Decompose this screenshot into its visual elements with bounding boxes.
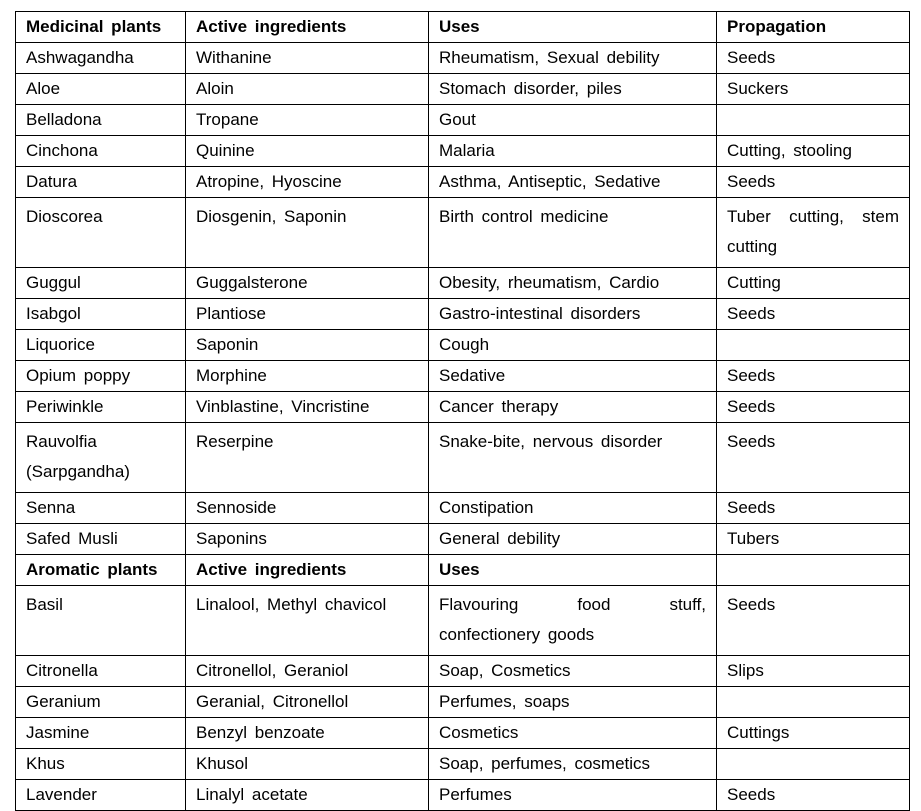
plant-cell: Periwinkle: [16, 392, 186, 423]
ingredient-cell: Sennoside: [186, 493, 429, 524]
plant-cell: Rauvolfia (Sarpgandha): [16, 423, 186, 493]
ingredient-cell: Guggalsterone: [186, 268, 429, 299]
uses-cell: Rheumatism, Sexual debility: [429, 43, 717, 74]
ingredient-cell: Linalool, Methyl chavicol: [186, 586, 429, 656]
ingredient-cell: Atropine, Hyoscine: [186, 167, 429, 198]
ingredient-cell: Khusol: [186, 749, 429, 780]
header-medicinal-plants: Medicinal plants: [16, 12, 186, 43]
table-row: [16, 167, 910, 198]
table-row: [16, 392, 910, 423]
ingredient-cell: Morphine: [186, 361, 429, 392]
ingredient-cell: Geranial, Citronellol: [186, 687, 429, 718]
plant-cell: Senna: [16, 493, 186, 524]
plant-cell: Guggul: [16, 268, 186, 299]
uses-cell: Obesity, rheumatism, Cardio: [429, 268, 717, 299]
table-row: [16, 74, 910, 105]
uses-cell: Gastro-intestinal disorders: [429, 299, 717, 330]
propagation-cell: Slips: [717, 656, 910, 687]
ingredient-cell: Benzyl benzoate: [186, 718, 429, 749]
ingredient-cell: Saponins: [186, 524, 429, 555]
header-aromatic-plants: Aromatic plants: [16, 555, 186, 586]
uses-cell: Soap, Cosmetics: [429, 656, 717, 687]
header-propagation: Propagation: [717, 12, 910, 43]
plant-cell: Isabgol: [16, 299, 186, 330]
plant-cell: Citronella: [16, 656, 186, 687]
plant-cell: Khus: [16, 749, 186, 780]
table-row: [16, 423, 910, 493]
table-row: [16, 586, 910, 656]
table-row: [16, 330, 910, 361]
ingredient-cell: Linalyl acetate: [186, 780, 429, 811]
propagation-cell: Cutting: [717, 268, 910, 299]
ingredient-cell: Diosgenin, Saponin: [186, 198, 429, 268]
plant-cell: Liquorice: [16, 330, 186, 361]
medicinal-header-row: [16, 12, 910, 43]
plants-table: [15, 11, 910, 811]
table-row: [16, 361, 910, 392]
plant-cell: Ashwagandha: [16, 43, 186, 74]
plant-cell: Opium poppy: [16, 361, 186, 392]
table-row: [16, 299, 910, 330]
plant-cell: Safed Musli: [16, 524, 186, 555]
propagation-cell: Cuttings: [717, 718, 910, 749]
uses-cell: Malaria: [429, 136, 717, 167]
uses-cell: Constipation: [429, 493, 717, 524]
uses-cell: Perfumes, soaps: [429, 687, 717, 718]
plant-cell: Geranium: [16, 687, 186, 718]
propagation-cell: [717, 749, 910, 780]
plant-cell: Belladona: [16, 105, 186, 136]
plant-cell: Basil: [16, 586, 186, 656]
propagation-cell: Seeds: [717, 43, 910, 74]
plant-cell: Datura: [16, 167, 186, 198]
plant-cell: Cinchona: [16, 136, 186, 167]
uses-cell: Birth control medicine: [429, 198, 717, 268]
uses-cell: Cosmetics: [429, 718, 717, 749]
table-row: [16, 718, 910, 749]
header-uses: Uses: [429, 12, 717, 43]
uses-cell: Snake-bite, nervous disorder: [429, 423, 717, 493]
ingredient-cell: Reserpine: [186, 423, 429, 493]
header-uses: Uses: [429, 555, 717, 586]
uses-cell: Soap, perfumes, cosmetics: [429, 749, 717, 780]
propagation-cell: Seeds: [717, 493, 910, 524]
propagation-cell: Tuber cutting, stem cutting: [717, 198, 910, 268]
ingredient-cell: Saponin: [186, 330, 429, 361]
uses-cell: Cancer therapy: [429, 392, 717, 423]
uses-cell: Gout: [429, 105, 717, 136]
table-row: [16, 493, 910, 524]
table-row: [16, 136, 910, 167]
uses-cell: Perfumes: [429, 780, 717, 811]
propagation-cell: Seeds: [717, 361, 910, 392]
propagation-cell: Seeds: [717, 423, 910, 493]
propagation-cell: Suckers: [717, 74, 910, 105]
ingredient-cell: Citronellol, Geraniol: [186, 656, 429, 687]
table-row: [16, 656, 910, 687]
propagation-cell: Seeds: [717, 392, 910, 423]
ingredient-cell: Plantiose: [186, 299, 429, 330]
uses-cell: Flavouring food stuff, confectionery goods: [429, 586, 717, 656]
table-row: [16, 749, 910, 780]
propagation-cell: Tubers: [717, 524, 910, 555]
table-row: [16, 198, 910, 268]
header-empty: [717, 555, 910, 586]
uses-cell: Asthma, Antiseptic, Sedative: [429, 167, 717, 198]
ingredient-cell: Quinine: [186, 136, 429, 167]
table-row: [16, 43, 910, 74]
table-row: [16, 524, 910, 555]
plant-cell: Dioscorea: [16, 198, 186, 268]
table-row: [16, 687, 910, 718]
ingredient-cell: Aloin: [186, 74, 429, 105]
aromatic-header-row: [16, 555, 910, 586]
propagation-cell: [717, 687, 910, 718]
table-row: [16, 268, 910, 299]
propagation-cell: [717, 105, 910, 136]
plant-cell: Aloe: [16, 74, 186, 105]
header-active-ingredients: Active ingredients: [186, 555, 429, 586]
header-active-ingredients: Active ingredients: [186, 12, 429, 43]
plant-cell: Jasmine: [16, 718, 186, 749]
ingredient-cell: Tropane: [186, 105, 429, 136]
propagation-cell: Seeds: [717, 299, 910, 330]
ingredient-cell: Vinblastine, Vincristine: [186, 392, 429, 423]
uses-cell: General debility: [429, 524, 717, 555]
uses-cell: Cough: [429, 330, 717, 361]
uses-cell: Stomach disorder, piles: [429, 74, 717, 105]
table-row: [16, 105, 910, 136]
propagation-cell: Seeds: [717, 167, 910, 198]
table-row: [16, 780, 910, 811]
propagation-cell: Seeds: [717, 586, 910, 656]
propagation-cell: Cutting, stooling: [717, 136, 910, 167]
propagation-cell: [717, 330, 910, 361]
plant-cell: Lavender: [16, 780, 186, 811]
ingredient-cell: Withanine: [186, 43, 429, 74]
propagation-cell: Seeds: [717, 780, 910, 811]
uses-cell: Sedative: [429, 361, 717, 392]
